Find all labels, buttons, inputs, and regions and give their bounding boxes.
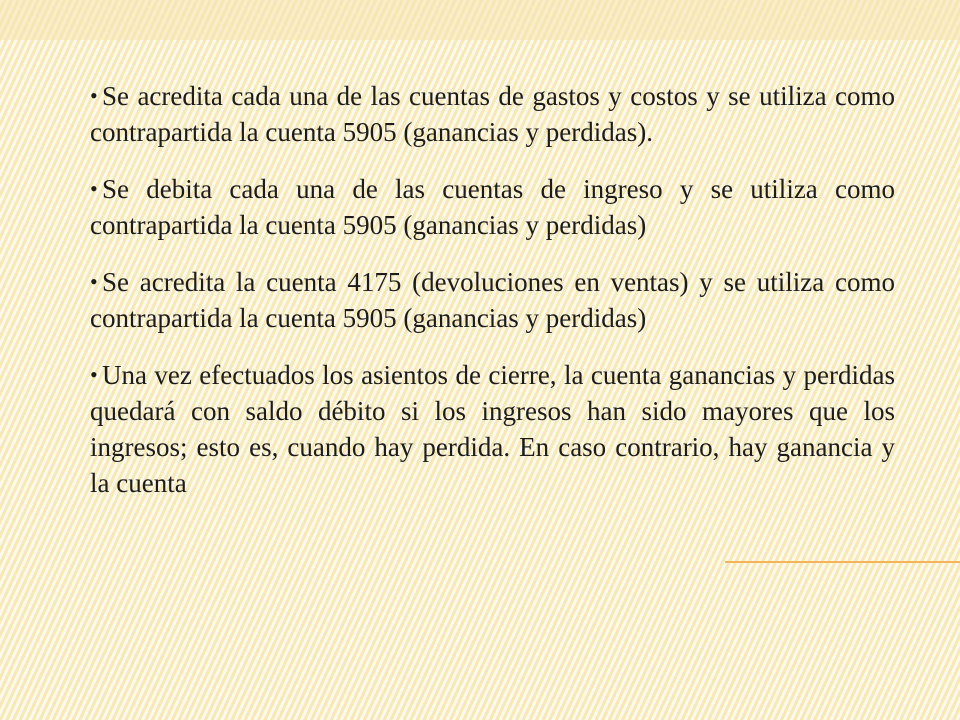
bullet-icon: • bbox=[90, 362, 98, 387]
paragraph-text: Se acredita cada una de las cuentas de gastos y costos y se utiliza como contrapartida la cuenta 5905 (ganancias y perdidas). bbox=[90, 81, 895, 147]
bullet-paragraph-4 bbox=[90, 357, 895, 501]
bullet-paragraph-3 bbox=[90, 264, 895, 336]
paragraph-text: Se debita cada una de las cuentas de ingreso y se utiliza como contrapartida la cuenta 5905 (ganancias y perdidas) bbox=[90, 174, 895, 240]
bullet-paragraph-1 bbox=[90, 78, 895, 150]
bullet-icon: • bbox=[90, 269, 98, 294]
bullet-icon: • bbox=[90, 176, 98, 201]
paragraph-text: Se acredita la cuenta 4175 (devoluciones en ventas) y se utiliza como contrapartida la cuenta 5905 (ganancias y perdidas) bbox=[90, 267, 895, 333]
top-band bbox=[0, 0, 960, 40]
paragraph-text: Una vez efectuados los asientos de cierre, la cuenta ganancias y perdidas quedará con saldo débito si los ingresos han sido mayores que los ingresos; esto es, cuando hay perdida. En caso contrario, hay ganancia y la cuenta bbox=[90, 360, 895, 498]
bullet-paragraph-2 bbox=[90, 171, 895, 243]
accent-line bbox=[725, 561, 960, 563]
bullet-icon: • bbox=[90, 83, 98, 108]
bullet-list bbox=[90, 78, 895, 522]
